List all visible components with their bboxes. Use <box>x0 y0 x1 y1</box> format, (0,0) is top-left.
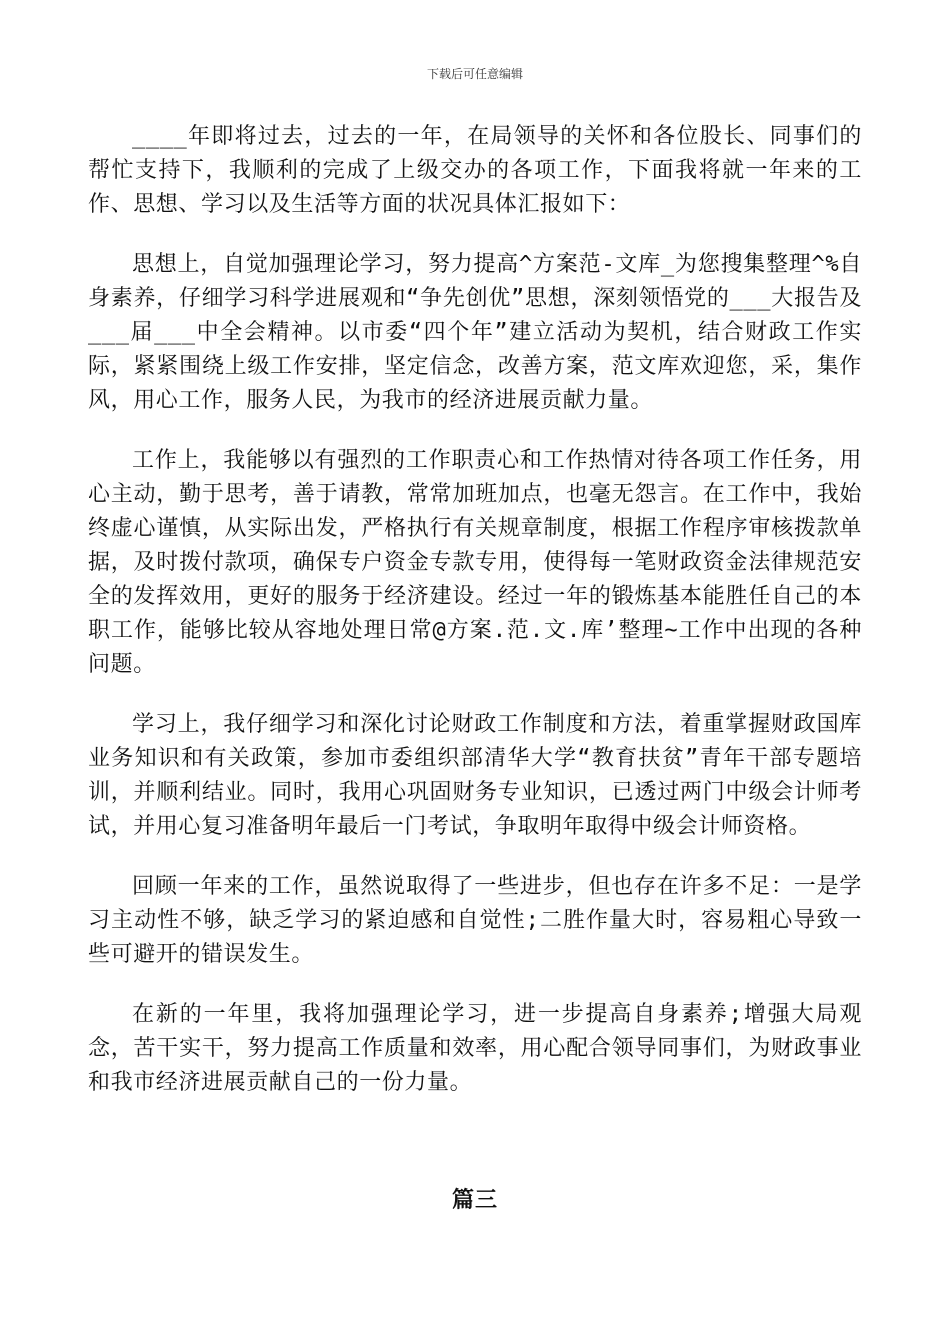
paragraph-work: 工作上，我能够以有强烈的工作职责心和工作热情对待各项工作任务，用心主动，勤于思考，善于请教，常常加班加点，也毫无怨言。在工作中，我始终虚心谨慎，从实际出发，严格执行有关规章制度，根据工作程序审核拨款单据，及时拨付款项，确保专户资金专款专用，使得每一笔财政资金法律规范安全的发挥效用，更好的服务于经济建设。经过一年的锻炼基本能胜任自己的本职工作，能够比较从容地处理日常@方案.范.文.库’整理~工作中出现的各种问题。 <box>88 448 862 677</box>
document-body <box>88 120 862 1126</box>
paragraph-intro: ____年即将过去，过去的一年，在局领导的关怀和各位股长、同事们的帮忙支持下，我顺利的完成了上级交办的各项工作，下面我将就一年来的工作、思想、学习以及生活等方面的状况具体汇报如下： <box>88 124 862 217</box>
paragraph-study: 学习上，我仔细学习和深化讨论财政工作制度和方法，着重掌握财政国库业务知识和有关政策，参加市委组织部清华大学“教育扶贫”青年干部专题培训，并顺利结业。同时，我用心巩固财务专业知识，已透过两门中级会计师考试，并用心复习准备明年最后一门考试，争取明年取得中级会计师资格。 <box>88 712 862 839</box>
paragraph-new-year: 在新的一年里，我将加强理论学习，进一步提高自身素养;增强大局观念，苦干实干，努力提高工作质量和效率，用心配合领导同事们，为财政事业和我市经济进展贡献自己的一份力量。 <box>88 1002 862 1095</box>
section-title: 篇三 <box>451 1188 498 1213</box>
paragraph-review: 回顾一年来的工作，虽然说取得了一些进步，但也存在许多不足：一是学习主动性不够，缺乏学习的紧迫感和自觉性;二胜作量大时，容易粗心导致一些可避开的错误发生。 <box>88 874 862 967</box>
page-header: 下载后可任意编辑 <box>426 67 523 81</box>
paragraph-thought: 思想上，自觉加强理论学习，努力提高^方案范-文库_为您搜集整理^%自身素养，仔细学习科学进展观和“争先创优”思想，深刻领悟党的___大报告及___届___中全会精神。以市委“四个年”建立活动为契机，结合财政工作实际，紧紧围绕上级工作安排，坚定信念，改善方案，范文库欢迎您，采，集作风，用心工作，服务人民，为我市的经济进展贡献力量。 <box>88 252 862 413</box>
